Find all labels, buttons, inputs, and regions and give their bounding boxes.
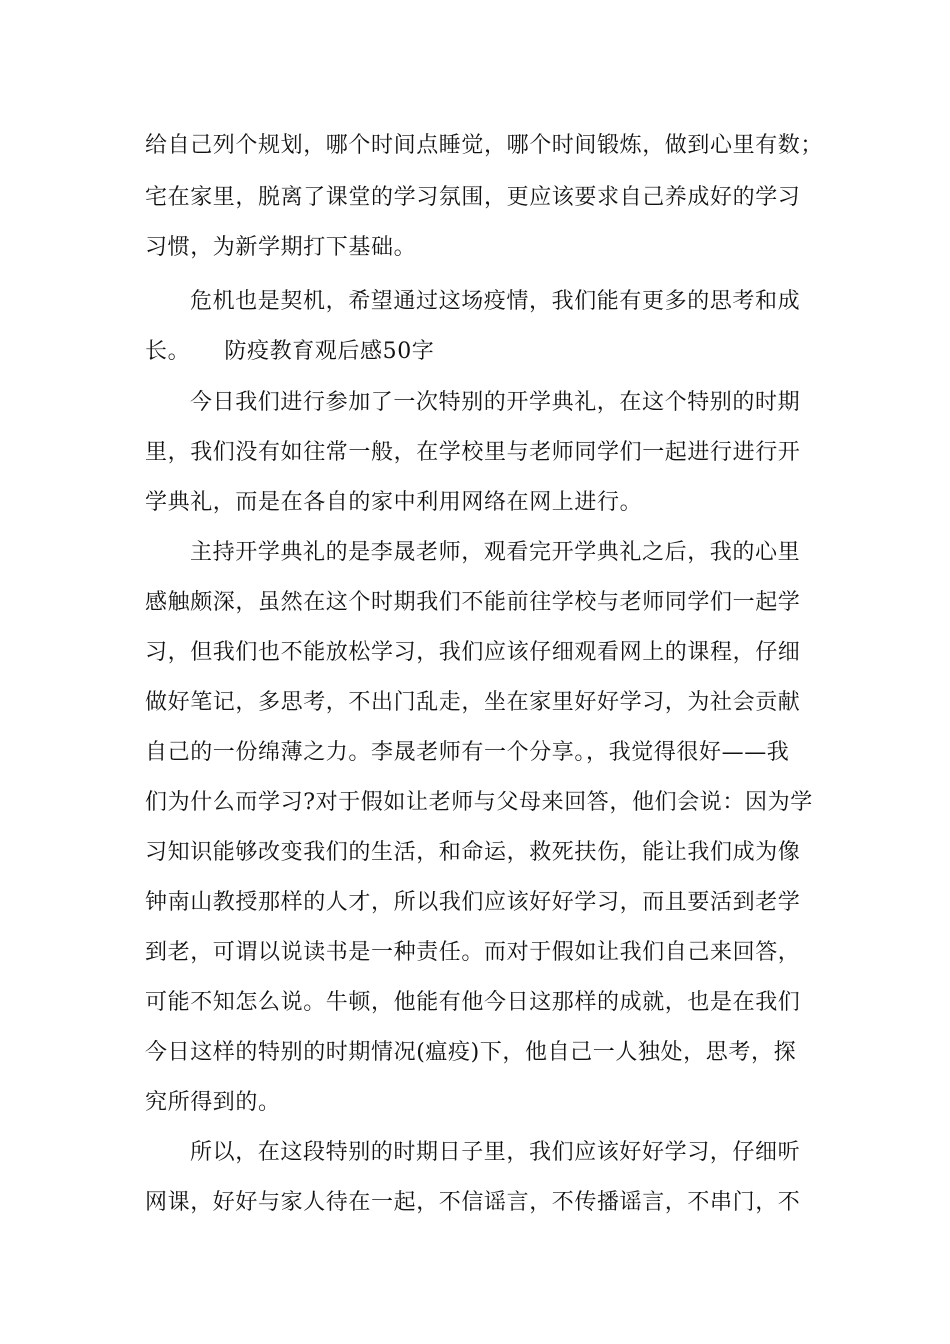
paragraph-line: 习，但我们也不能放松学习，我们应该仔细观看网上的课程，仔细 xyxy=(145,640,801,665)
paragraph-line: 网课，好好与家人待在一起，不信谣言，不传播谣言，不串门，不 xyxy=(145,1190,801,1215)
paragraph-line: 钟南山教授那样的人才，所以我们应该好好学习，而且要活到老学 xyxy=(145,890,801,915)
paragraph-line: 们为什么而学习?对于假如让老师与父母来回答，他们会说：因为学 xyxy=(145,790,813,815)
paragraph-line: 给自己列个规划，哪个时间点睡觉，哪个时间锻炼，做到心里有数； xyxy=(145,133,824,158)
paragraph-line: 做好笔记，多思考，不出门乱走，坐在家里好好学习，为社会贡献 xyxy=(145,690,801,715)
paragraph-line: 感触颇深，虽然在这个时期我们不能前往学校与老师同学们一起学 xyxy=(145,590,801,615)
paragraph-line: 宅在家里，脱离了课堂的学习氛围，更应该要求自己养成好的学习 xyxy=(145,185,801,210)
paragraph-line: 可能不知怎么说。牛顿，他能有他今日这那样的成就，也是在我们 xyxy=(145,990,801,1015)
paragraph-line: 究所得到的。 xyxy=(145,1090,281,1115)
paragraph-line: 到老，可谓以说读书是一种责任。而对于假如让我们自己来回答， xyxy=(145,940,801,965)
paragraph-line: 危机也是契机，希望通过这场疫情，我们能有更多的思考和成 xyxy=(190,289,801,314)
paragraph-line: 里，我们没有如往常一般，在学校里与老师同学们一起进行进行开 xyxy=(145,440,801,465)
paragraph-line: 习知识能够改变我们的生活，和命运，救死扶伤，能让我们成为像 xyxy=(145,840,801,865)
paragraph-line: 所以，在这段特别的时期日子里，我们应该好好学习，仔细听 xyxy=(190,1140,801,1165)
paragraph-line: 主持开学典礼的是李晟老师，观看完开学典礼之后，我的心里 xyxy=(190,540,801,565)
paragraph-line: 学典礼，而是在各自的家中利用网络在网上进行。 xyxy=(145,490,643,515)
paragraph-line: 习惯，为新学期打下基础。 xyxy=(145,235,417,260)
paragraph-line: 自己的一份绵薄之力。李晟老师有一个分享。，我觉得很好——我 xyxy=(145,740,790,765)
paragraph-line: 今日我们进行参加了一次特别的开学典礼，在这个特别的时期 xyxy=(190,390,801,415)
paragraph-line: 长。 防疫教育观后感50字 xyxy=(145,339,435,364)
paragraph-line: 今日这样的特别的时期情况(瘟疫)下，他自己一人独处，思考，探 xyxy=(145,1040,797,1065)
